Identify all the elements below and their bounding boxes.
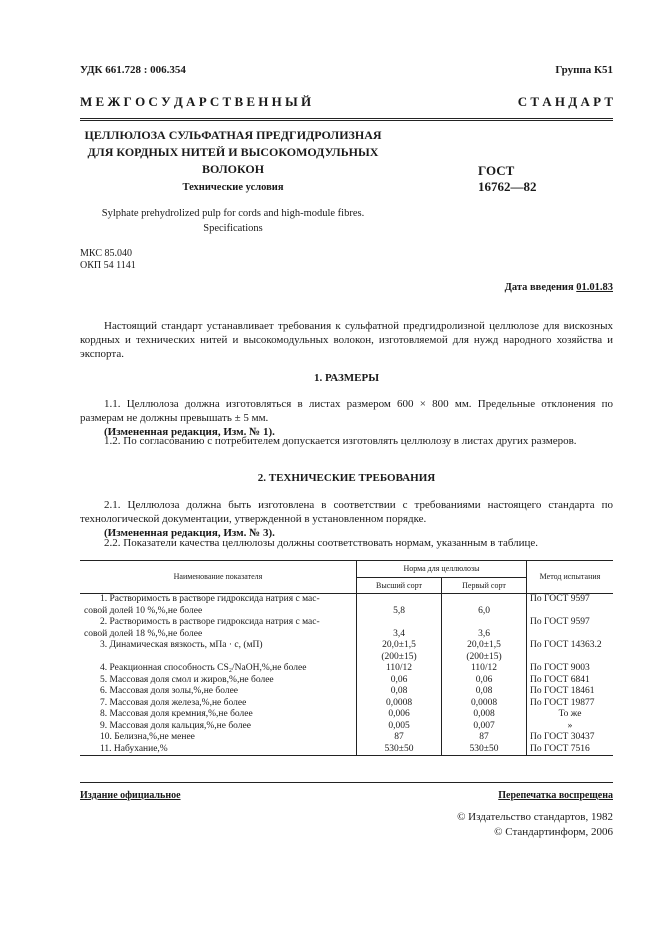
cell-grade-2 [442, 709, 527, 721]
row-name: 7. Массовая доля железа,%,не более [100, 697, 247, 708]
section-2-paragraph-2: 2.2. Показатели качества целлюлозы должны соответствовать нормам, указанным в таблице. [104, 537, 539, 549]
reprint-prohibited: Перепечатка воспрещена [498, 790, 613, 801]
cell-grade-1 [357, 675, 442, 687]
effective-date [505, 282, 613, 293]
title-line-3: ВОЛОКОН [201, 162, 265, 176]
spacer [445, 594, 523, 606]
section-1-amendment-note: (Измененная редакция, Изм. № 1). [104, 426, 275, 438]
cell-method: По ГОСТ 30437 [530, 732, 595, 742]
cell-grade-1 [357, 686, 442, 698]
section-1-heading: 1. РАЗМЕРЫ [313, 372, 380, 384]
section-2-heading: 2. ТЕХНИЧЕСКИЕ ТРЕБОВАНИЯ [257, 472, 436, 484]
cell-grade-2 [442, 617, 527, 640]
gost-designation [478, 163, 537, 195]
section-2-paragraph-1: 2.1. Целлюлоза должна быть изготовлена в соответствии с требованиями настоящего стандарта по технологической документации, утвержденной в установленном порядке. [80, 499, 613, 525]
gost-label: ГОСТ [478, 163, 515, 178]
table-row [80, 594, 613, 618]
date-label: Дата введения [504, 282, 574, 293]
value: 6,0 [478, 605, 490, 616]
classification-codes [80, 248, 136, 272]
cell-name [80, 663, 357, 675]
banner-word-2: С Т А Н Д А Р Т [517, 94, 613, 109]
section-2-amendment-note: (Измененная редакция, Изм. № 3). [104, 527, 275, 539]
row-name: 4. Реакционная способность CS₂/NaOH,%,не более [100, 663, 307, 673]
cell-grade-1 [357, 744, 442, 756]
group-code: Группа К51 [555, 64, 613, 76]
top-rule-2 [80, 120, 613, 121]
value: 0,06 [475, 674, 493, 685]
cell-name [80, 594, 357, 618]
row-name: 9. Массовая доля кальция,%,не более [100, 720, 251, 731]
table-row [80, 686, 613, 698]
copyright-1: © Издательство стандартов, 1982 [457, 811, 613, 823]
value: 0,0008 [385, 697, 413, 708]
cell-grade-2 [442, 594, 527, 618]
cell-grade-2 [442, 698, 527, 710]
banner-word-1: М Е Ж Г О С У Д А Р С Т В Е Н Н Ы Й [80, 94, 312, 109]
table-row [80, 617, 613, 640]
cell-name [80, 675, 357, 687]
value: 5,8 [393, 605, 405, 616]
row-name-cont: совой долей 10 %,%,не более [84, 605, 203, 616]
row-name: 11. Набухание,% [100, 743, 168, 754]
cell-name [80, 698, 357, 710]
cell-method: По ГОСТ 9597 [530, 594, 590, 604]
value: 0,005 [388, 720, 410, 731]
value: 0,006 [388, 709, 410, 719]
cell-name [80, 744, 357, 756]
header-method: Метод испытания [527, 561, 614, 594]
cell-grade-2 [442, 721, 527, 733]
table-row [80, 640, 613, 663]
cell-method: По ГОСТ 18461 [530, 686, 595, 696]
row-name: 6. Массовая доля золы,%,не более [100, 686, 239, 696]
value: 20,0±1,5 [467, 640, 501, 650]
top-rule [80, 118, 613, 119]
cell-name [80, 617, 357, 640]
cell-method: » [567, 720, 573, 731]
table-row [80, 744, 613, 756]
cell-grade-1 [357, 617, 442, 640]
section-2-block-1 [80, 498, 613, 540]
row-name-cont: совой долей 18 %,%,не более [84, 628, 203, 639]
footer-rule [80, 782, 613, 783]
cell-name [80, 709, 357, 721]
okp-code: ОКП 54 1141 [80, 260, 136, 271]
cell-grade-2 [442, 675, 527, 687]
table-row [80, 663, 613, 675]
spacer [360, 617, 438, 629]
row-name: 10. Белизна,%,не менее [100, 732, 195, 742]
cell-name [80, 732, 357, 744]
cell-method: По ГОСТ 14363.2 [530, 640, 602, 650]
mks-code: МКС 85.040 [80, 248, 132, 259]
value: 110/12 [385, 663, 413, 673]
section-1-paragraph-2: 1.2. По согласованию с потребителем допускается изготовлять целлюлозу в листах других размеров. [104, 435, 577, 447]
cell-grade-1 [357, 698, 442, 710]
title-line-2: ДЛЯ КОРДНЫХ НИТЕЙ И ВЫСОКОМОДУЛЬНЫХ [87, 145, 379, 159]
copyright-2: © Стандартинформ, 2006 [494, 826, 613, 838]
value: 0,06 [390, 674, 408, 685]
row-name: 8. Массовая доля кремния,%,не более [100, 709, 253, 719]
value: 0,08 [475, 686, 493, 696]
cell-grade-2 [442, 686, 527, 698]
intro-paragraph: Настоящий стандарт устанавливает требования к сульфатной предгидролизной целлюлозе для вискозных кордных и технических нитей и высокомодульных волокон, изготовляемой для нужд народного хозяйства и экспорта. [80, 320, 613, 360]
cell-method: По ГОСТ 9597 [530, 617, 590, 627]
cell-grade-2 [442, 663, 527, 675]
row-name: 1. Растворимость в растворе гидроксида натрия с мас- [100, 594, 320, 604]
cell-grade-2 [442, 732, 527, 744]
header-norm: Норма для целлюлозы [357, 561, 527, 578]
value: 110/12 [470, 663, 498, 673]
cell-grade-1 [357, 732, 442, 744]
value: 20,0±1,5 [382, 640, 416, 650]
value: 530±50 [469, 743, 499, 754]
value-alt: (200±15) [381, 651, 417, 662]
title-line-1: ЦЕЛЛЮЛОЗА СУЛЬФАТНАЯ ПРЕДГИДРОЛИЗНАЯ [84, 128, 382, 142]
value: 0,008 [473, 709, 495, 719]
cell-grade-1 [357, 709, 442, 721]
cell-grade-2 [442, 744, 527, 756]
cell-grade-2 [442, 640, 527, 663]
header-grade-1: Высший сорт [357, 577, 442, 594]
document-title [80, 127, 386, 178]
cell-method: По ГОСТ 7516 [527, 744, 614, 756]
table-row [80, 709, 613, 721]
value: 0,007 [473, 720, 495, 731]
quality-table [80, 560, 613, 756]
english-title-line-2: Specifications [203, 223, 263, 234]
header-name: Наименование показателя [80, 561, 357, 594]
english-title-line-1: Sylphate prehydrolized pulp for cords and high-module fibres. [101, 208, 365, 219]
value: 87 [394, 732, 404, 742]
header-grade-2: Первый сорт [442, 577, 527, 594]
cell-grade-1 [357, 640, 442, 663]
table-row [80, 698, 613, 710]
table-row [80, 721, 613, 733]
value-alt: (200±15) [466, 651, 502, 662]
row-name: 3. Динамическая вязкость, мПа · с, (мП) [100, 640, 263, 650]
cell-grade-1 [357, 721, 442, 733]
value: 3,6 [478, 628, 490, 639]
value: 3,4 [393, 628, 405, 639]
table-row [80, 675, 613, 687]
cell-method: По ГОСТ 9003 [530, 663, 590, 673]
cell-method: То же [558, 709, 582, 719]
gost-number: 16762—82 [478, 179, 537, 194]
row-name: 5. Массовая доля смол и жиров,%,не более [100, 674, 274, 685]
official-edition: Издание официальное [80, 790, 181, 801]
standard-banner [80, 94, 613, 110]
table-row [80, 732, 613, 744]
section-1-paragraph-1: 1.1. Целлюлоза должна изготовляться в листах размером 600 × 800 мм. Предельные отклонения по размерам не должны превышать ± 5 мм. [80, 398, 613, 424]
row-name: 2. Растворимость в растворе гидроксида натрия с мас- [100, 617, 320, 627]
cell-grade-1 [357, 594, 442, 618]
spacer [445, 617, 523, 629]
udk-code: УДК 661.728 : 006.354 [80, 64, 186, 76]
section-1-block-1 [80, 397, 613, 439]
value: 0,0008 [470, 697, 498, 708]
cell-grade-1 [357, 663, 442, 675]
date-value: 01.01.83 [576, 282, 613, 293]
cell-name [80, 686, 357, 698]
spacer [360, 594, 438, 606]
english-title [80, 206, 386, 236]
cell-method: По ГОСТ 6841 [530, 674, 590, 685]
cell-name [80, 721, 357, 733]
value: 87 [479, 732, 489, 742]
cell-name [80, 640, 357, 663]
value: 530±50 [384, 743, 414, 754]
document-subtitle: Технические условия [182, 182, 284, 193]
cell-method: По ГОСТ 19877 [530, 697, 595, 708]
value: 0,08 [390, 686, 408, 696]
